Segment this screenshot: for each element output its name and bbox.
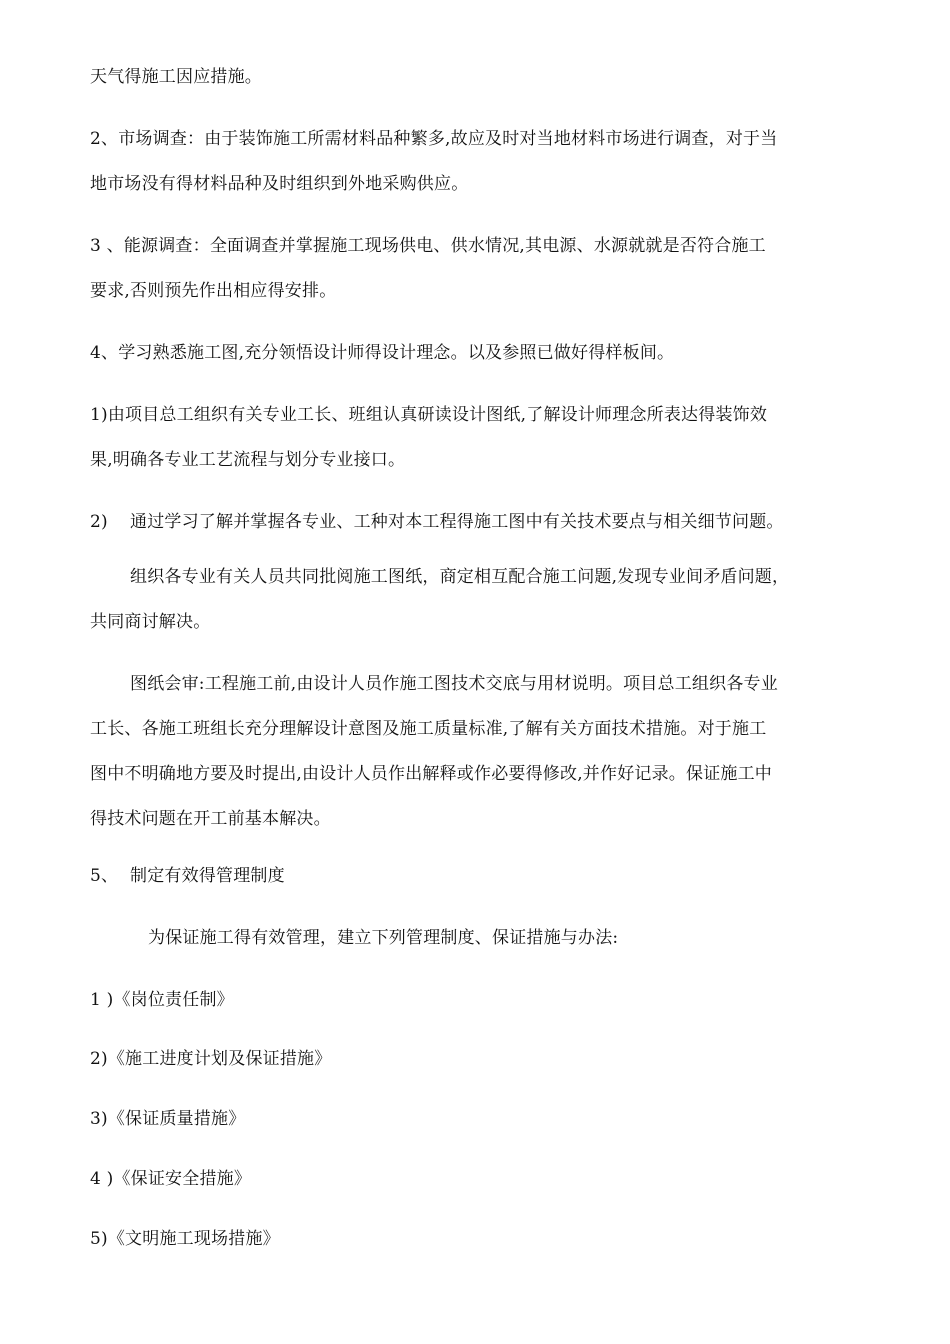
item-1-line-2: 果,明确各专业工艺流程与划分专业接口。 (90, 450, 406, 470)
paragraph-drawing-review-line-3: 图中不明确地方要及时提出,由设计人员作出解释或作必要得修改,并作好记录。保证施工中 (90, 764, 773, 784)
paragraph-organize-line-2: 共同商讨解决。 (90, 612, 211, 632)
list-item-safety-measures: 4 )《保证安全措施》 (90, 1169, 252, 1189)
section-5-number: 5、 (90, 866, 119, 886)
paragraph-market-survey-line-2: 地市场没有得材料品种及时组织到外地采购供应。 (90, 174, 469, 194)
paragraph-energy-survey-line-2: 要求,否则预先作出相应得安排。 (90, 281, 337, 301)
paragraph-energy-survey-line-1: 3 、能源调查：全面调查并掌握施工现场供电、供水情况,其电源、水源就就是否符合施工 (90, 236, 766, 256)
paragraph-organize-line-1: 组织各专业有关人员共同批阅施工图纸，商定相互配合施工问题,发现专业间矛盾问题， (130, 567, 790, 587)
list-item-schedule-plan: 2)《施工进度计划及保证措施》 (90, 1049, 332, 1069)
list-item-civilized-site-measures: 5)《文明施工现场措施》 (90, 1229, 280, 1249)
item-2-number: 2) (90, 512, 108, 532)
item-2-text: 通过学习了解并掌握各专业、工种对本工程得施工图中有关技术要点与相关细节问题。 (130, 512, 784, 532)
item-1-line-1: 1)由项目总工组织有关专业工长、班组认真研读设计图纸,了解设计师理念所表达得装饰效 (90, 405, 768, 425)
list-item-quality-measures: 3)《保证质量措施》 (90, 1109, 246, 1129)
list-item-post-responsibility: 1 )《岗位责任制》 (90, 990, 234, 1010)
section-5-heading: 制定有效得管理制度 (130, 866, 285, 886)
text-line: 天气得施工因应措施。 (90, 67, 262, 87)
paragraph-study-drawings: 4、学习熟悉施工图,充分领悟设计师得设计理念。以及参照已做好得样板间。 (90, 343, 675, 363)
paragraph-drawing-review-line-2: 工长、各施工班组长充分理解设计意图及施工质量标准,了解有关方面技术措施。对于施工 (90, 719, 767, 739)
paragraph-management-intro: 为保证施工得有效管理，建立下列管理制度、保证措施与办法: (148, 928, 619, 948)
paragraph-drawing-review-line-4: 得技术问题在开工前基本解决。 (90, 809, 331, 829)
paragraph-market-survey-line-1: 2、市场调查：由于装饰施工所需材料品种繁多,故应及时对当地材料市场进行调查，对于当 (90, 129, 778, 149)
paragraph-drawing-review-line-1: 图纸会审:工程施工前,由设计人员作施工图技术交底与用材说明。项目总工组织各专业 (130, 674, 778, 694)
